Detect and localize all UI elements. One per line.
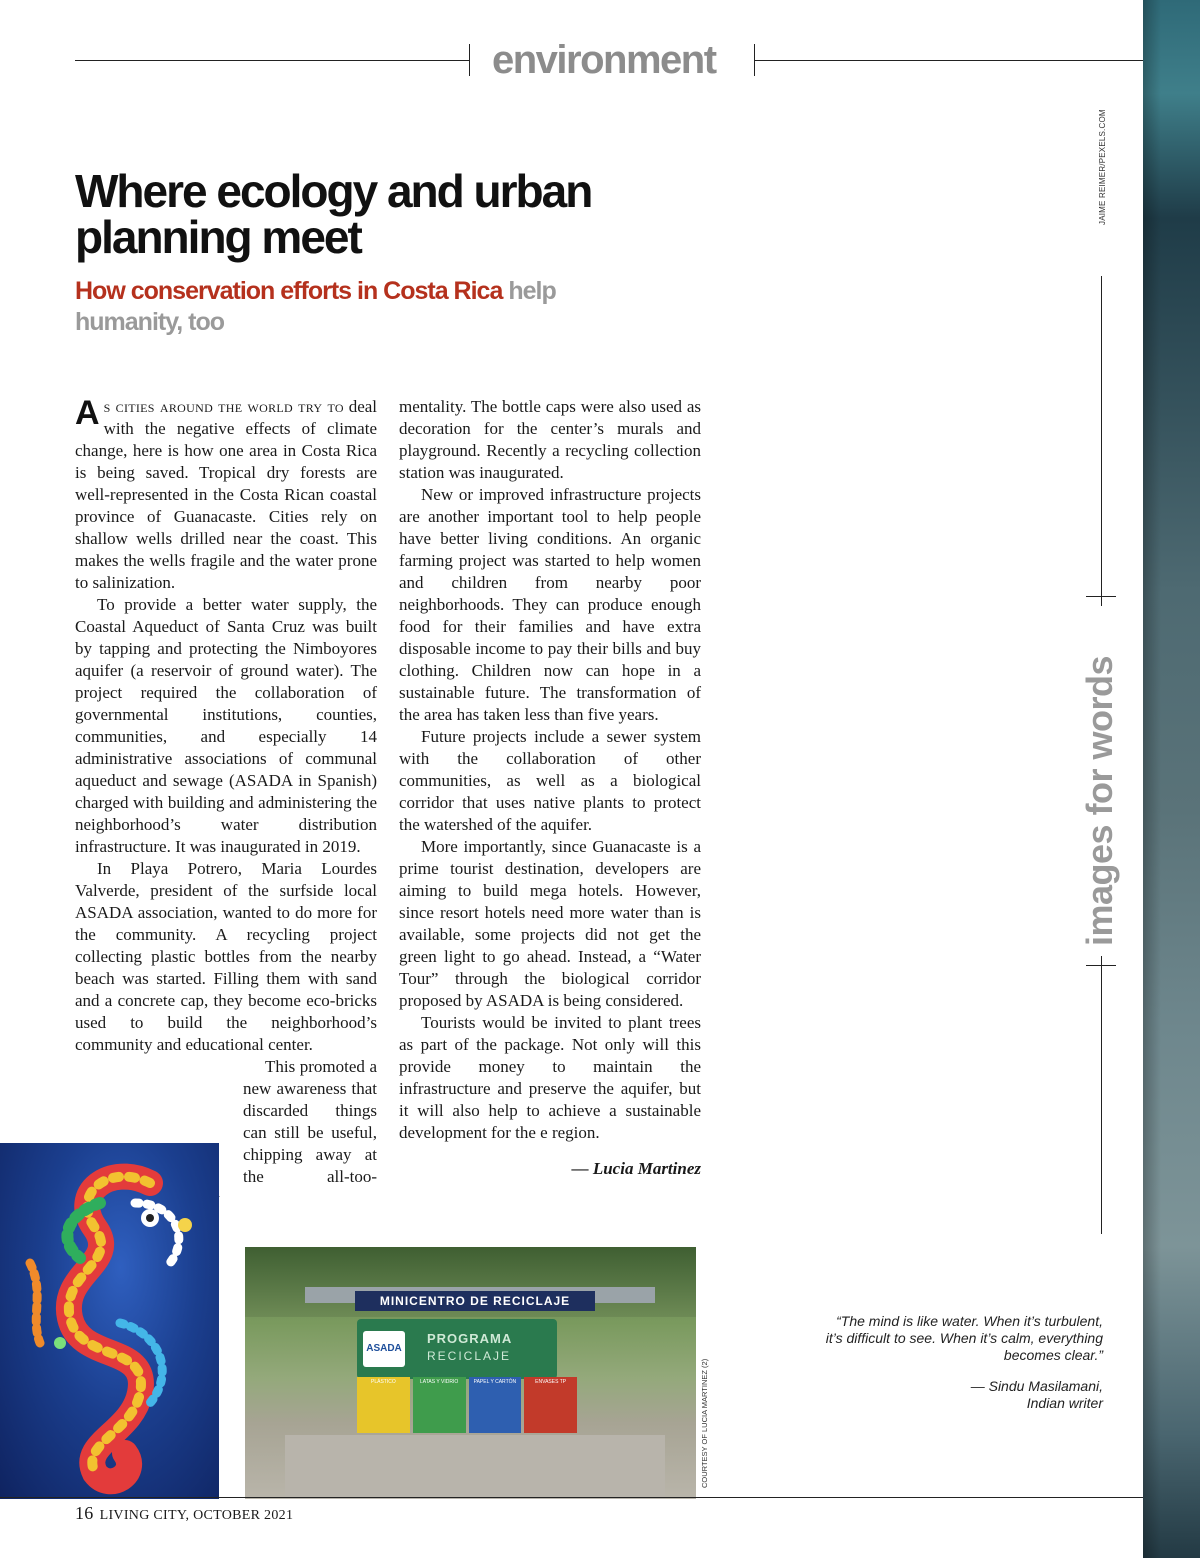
- section-label: environment: [492, 38, 716, 82]
- paragraph-text: This promoted a new awareness that discarded things can still be useful, chipping away at the all-too-: [243, 1057, 377, 1186]
- paragraph: Tourists would be invited to plant trees as part of the package. Not only will this provide money to maintain the infrastructure and preserve the aquifer, but it will also help to achieve a sustainable development for the e region.: [399, 1013, 701, 1142]
- subtitle-red: How conservation efforts in Costa Rica: [75, 277, 503, 305]
- seahorse-mosaic-photo: [0, 1143, 219, 1499]
- bin-paper: PAPEL Y CARTÓN: [469, 1377, 522, 1433]
- paragraph: New or improved infrastructure projects are another important tool to help people have better living conditions. An organic farming project was started to help women and children from nearby poor neighborhoods. They can produce enough food for their families and have extra disposable income to pay their bills and buy clothing. Children now can hope in a sustainable future. The transformation of the area has taken less than five years.: [399, 485, 701, 724]
- asada-logo: ASADA: [363, 1331, 405, 1367]
- paragraph-text: deal with the negative effects of climate change, here is how one area in Costa Rica is being saved. Tropical dry forests are well-represented in the Costa Rican coastal province of Guanacaste. Cities rely on shallow wells drilled near the coast. This makes the wells fragile and the water prone to salinization.: [75, 397, 378, 592]
- article-subtitle-block: [75, 276, 635, 338]
- lead-in: s cities around the world try to: [103, 397, 344, 416]
- side-tag: images for words: [1079, 655, 1120, 946]
- article-title-block: [75, 165, 695, 263]
- recycling-bins: [357, 1377, 577, 1433]
- article-column-1: [75, 396, 377, 1210]
- publication-info: LIVING CITY, OCTOBER 2021: [99, 1508, 294, 1523]
- page-number: 16: [75, 1503, 94, 1523]
- bin-cans-glass: LATAS Y VIDRIO: [413, 1377, 466, 1433]
- bin-containers: ENVASES TP: [524, 1377, 577, 1433]
- paragraph: Future projects include a sewer system with the collaboration of other communities, as well as a biological corridor that uses native plants to protect the watershed of the aquifer.: [399, 727, 701, 834]
- drop-cap: A: [75, 394, 100, 432]
- paragraph: More importantly, since Guanacaste is a prime tourist destination, developers are aiming to build mega hotels. However, since resort hotels need more water than is available, some projects did not get the green light to go ahead. Instead, a “Water Tour” through the biological corridor proposed by ASADA is being considered.: [399, 837, 701, 1010]
- paragraph: [75, 396, 377, 594]
- paragraph: mentality. The bottle caps were also used as decoration for the center’s murals and playground. Recently a recycling collection station was inaugurated.: [399, 397, 701, 482]
- header-rule-left: [75, 60, 469, 61]
- paragraph: To provide a better water supply, the Coastal Aqueduct of Santa Cruz was built by tapping and protecting the Nimboyores aquifer (a reservoir of ground water). The project required the collaboration of governmental institutions, counties, communities, and especially 14 administrative associations of communal aqueduct and sewage (ASADA in Spanish) charged with building and administering the neighborhood’s water distribution infrastructure. It was inaugurated in 2019.: [75, 595, 377, 856]
- article-subtitle: [75, 276, 635, 338]
- side-tick-top: [1086, 596, 1116, 597]
- pull-quote: [820, 1313, 1103, 1412]
- recycling-station-photo: [245, 1247, 696, 1499]
- bottle-cap-seahorse-icon: [0, 1143, 219, 1499]
- program-banner: [357, 1319, 557, 1379]
- program-title: PROGRAMA: [427, 1331, 513, 1346]
- article-title: Where ecology and urban planning meet: [75, 165, 592, 263]
- footer: [75, 1503, 293, 1524]
- bin-plastic: PLÁSTICO: [357, 1377, 410, 1433]
- quote-role: Indian writer: [1026, 1395, 1103, 1411]
- quote-text: “The mind is like water. When it’s turbulent, it’s difficult to see. When it’s calm, everything becomes clear.”: [825, 1313, 1103, 1363]
- header-rule-right: [754, 60, 1143, 61]
- footer-rule: [0, 1497, 1143, 1498]
- edge-photo: [1143, 0, 1200, 1558]
- program-subtitle: RECICLAJE: [427, 1349, 512, 1363]
- header-tick-left: [469, 44, 470, 76]
- concrete-slab: [285, 1435, 665, 1499]
- paragraph: In Playa Potrero, Maria Lourdes Valverde, president of the surfside local ASADA association, wanted to do more for the community. A recycling project collecting plastic bottles from the nearby beach was started. Filling them with sand and a concrete cap, they become eco-bricks used to build the neighborhood’s community and educational center.: [75, 859, 377, 1054]
- quote-author: — Sindu Masilamani,: [970, 1378, 1103, 1394]
- photo-credit-top: JAIME REIMER/PEXELS.COM: [1098, 109, 1107, 225]
- side-tick-bottom: [1086, 965, 1116, 966]
- photo-credit-bottom: COURTESY OF LUCIA MARTINEZ (2): [700, 1358, 709, 1488]
- subtitle-gray: help humanity, too: [75, 277, 556, 336]
- byline: — Lucia Martinez: [571, 1159, 701, 1178]
- station-sign: MINICENTRO DE RECICLAJE: [355, 1291, 595, 1311]
- article-column-2: [399, 396, 701, 1180]
